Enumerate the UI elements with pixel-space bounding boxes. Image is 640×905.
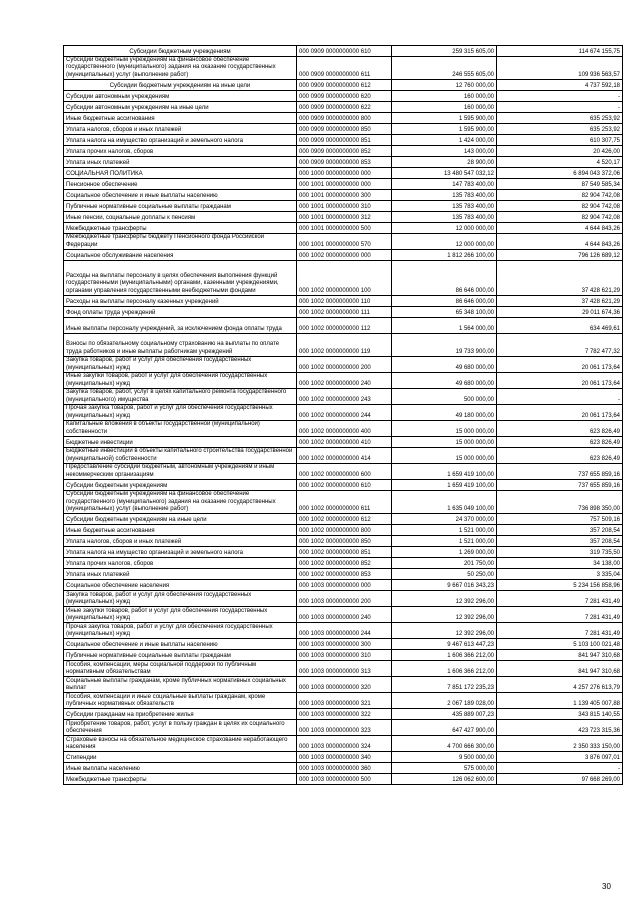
budget-code-cell: 000 1002 0000000000 414: [297, 448, 392, 464]
approved-amount-cell: 15 000 000,00: [392, 437, 497, 448]
approved-amount-cell: 1 521 000,00: [392, 536, 497, 547]
expense-name-cell: Уплата иных платежей: [64, 157, 297, 168]
expense-name-cell: Субсидии бюджетным учреждениям на финансовое обеспечение государственного (муниципального) задания на оказание государственных (муниципальных) услуг (выполнение работ): [64, 57, 297, 80]
approved-amount-cell: 12 760 000,00: [392, 80, 497, 91]
approved-amount-cell: 13 480 547 032,12: [392, 168, 497, 179]
expense-name-cell: Субсидии автономным учреждениям на иные цели: [64, 102, 297, 113]
executed-amount-cell: 20 061 173,64: [497, 405, 623, 421]
approved-amount-cell: 1 269 000,00: [392, 547, 497, 558]
budget-code-cell: 000 1002 0000000000 800: [297, 525, 392, 536]
budget-code-cell: 000 1002 0000000000 240: [297, 373, 392, 389]
expense-name-cell: Публичные нормативные социальные выплаты гражданам: [64, 650, 297, 661]
approved-amount-cell: 135 783 400,00: [392, 212, 497, 223]
table-row: [64, 261, 623, 296]
table-row: [64, 650, 623, 661]
executed-amount-cell: 37 428 621,29: [497, 261, 623, 296]
executed-amount-cell: 841 947 310,68: [497, 661, 623, 677]
expense-name-cell: Субсидии бюджетным учреждениям на иные цели: [64, 80, 297, 91]
table-row: [64, 190, 623, 201]
table-row: [64, 250, 623, 261]
expense-name-cell: Уплата налога на имущество организаций и земельного налога: [64, 547, 297, 558]
executed-amount-cell: 20 426,00: [497, 146, 623, 157]
table-row: [64, 437, 623, 448]
budget-code-cell: 000 1003 0000000000 200: [297, 591, 392, 607]
approved-amount-cell: 4 700 666 300,00: [392, 736, 497, 752]
expense-name-cell: Уплата прочих налогов, сборов: [64, 558, 297, 569]
executed-amount-cell: 4 644 843,26: [497, 223, 623, 234]
budget-code-cell: 000 0909 0000000000 852: [297, 146, 392, 157]
executed-amount-cell: 1 139 405 007,88: [497, 693, 623, 709]
table-row: [64, 547, 623, 558]
approved-amount-cell: 1 659 419 100,00: [392, 464, 497, 480]
executed-amount-cell: -: [497, 91, 623, 102]
budget-code-cell: 000 1002 0000000000 850: [297, 536, 392, 547]
expense-name-cell: Капитальные вложения в объекты государственной (муниципальной) собственности: [64, 421, 297, 437]
expense-name-cell: Социальное обеспечение и иные выплаты населению: [64, 190, 297, 201]
executed-amount-cell: 319 735,50: [497, 547, 623, 558]
table-row: [64, 318, 623, 334]
budget-code-cell: 000 1002 0000000000 612: [297, 514, 392, 525]
approved-amount-cell: 246 555 605,00: [392, 57, 497, 80]
executed-amount-cell: 20 061 173,64: [497, 373, 623, 389]
expense-name-cell: Расходы на выплаты персоналу в целях обеспечения выполнения функций государственными (муниципальными) органами, казенными учреждениями, органами управления государственными внебюджетными фондами: [64, 261, 297, 296]
budget-code-cell: 000 1002 0000000000 244: [297, 405, 392, 421]
table-row: [64, 514, 623, 525]
table-row: [64, 569, 623, 580]
budget-code-cell: 000 1002 0000000000 000: [297, 250, 392, 261]
approved-amount-cell: 126 062 600,00: [392, 774, 497, 785]
executed-amount-cell: 796 126 689,12: [497, 250, 623, 261]
budget-code-cell: 000 1001 0000000000 310: [297, 201, 392, 212]
budget-code-cell: 000 1003 0000000000 324: [297, 736, 392, 752]
expense-name-cell: Прочая закупка товаров, работ и услуг для обеспечения государственных (муниципальных) нужд: [64, 405, 297, 421]
approved-amount-cell: 9 667 016 343,23: [392, 580, 497, 591]
executed-amount-cell: 7 782 477,32: [497, 334, 623, 357]
budget-code-cell: 000 1002 0000000000 851: [297, 547, 392, 558]
table-row: [64, 623, 623, 639]
budget-code-cell: 000 1003 0000000000 340: [297, 752, 392, 763]
budget-code-cell: 000 1002 0000000000 853: [297, 569, 392, 580]
table-row: [64, 168, 623, 179]
expense-name-cell: Закупка товаров, работ, услуг в целях капитального ремонта государственного (муниципального) имущества: [64, 389, 297, 405]
expense-name-cell: Социальные выплаты гражданам, кроме публичных нормативных социальных выплат: [64, 677, 297, 693]
table-row: [64, 464, 623, 480]
expense-name-cell: Иные бюджетные ассигнования: [64, 525, 297, 536]
budget-code-cell: 000 1003 0000000000 321: [297, 693, 392, 709]
table-row: [64, 525, 623, 536]
table-row: [64, 334, 623, 357]
expense-name-cell: Иные бюджетные ассигнования: [64, 113, 297, 124]
approved-amount-cell: 2 067 189 028,00: [392, 693, 497, 709]
approved-amount-cell: 12 000 000,00: [392, 223, 497, 234]
expense-name-cell: Иные закупки товаров, работ и услуг для обеспечения государственных (муниципальных) нужд: [64, 373, 297, 389]
approved-amount-cell: 201 750,00: [392, 558, 497, 569]
table-row: [64, 580, 623, 591]
approved-amount-cell: 49 680 000,00: [392, 357, 497, 373]
executed-amount-cell: 20 061 173,64: [497, 357, 623, 373]
approved-amount-cell: 1 595 900,00: [392, 113, 497, 124]
budget-code-cell: 000 1003 0000000000 244: [297, 623, 392, 639]
budget-code-cell: 000 1002 0000000000 119: [297, 334, 392, 357]
table-row: [64, 491, 623, 514]
budget-code-cell: 000 1003 0000000000 360: [297, 763, 392, 774]
expense-name-cell: Предоставление субсидий бюджетным, автономным учреждениям и иным некоммерческим организациям: [64, 464, 297, 480]
executed-amount-cell: 4 257 276 613,79: [497, 677, 623, 693]
expense-name-cell: Фонд оплаты труда учреждений: [64, 307, 297, 318]
executed-amount-cell: -: [497, 763, 623, 774]
expense-name-cell: Уплата налогов, сборов и иных платежей: [64, 536, 297, 547]
table-row: [64, 91, 623, 102]
approved-amount-cell: 1 564 000,00: [392, 318, 497, 334]
budget-code-cell: 000 1001 0000000000 570: [297, 234, 392, 250]
expense-name-cell: Уплата прочих налогов, сборов: [64, 146, 297, 157]
approved-amount-cell: 86 646 000,00: [392, 296, 497, 307]
approved-amount-cell: 19 733 900,00: [392, 334, 497, 357]
executed-amount-cell: 357 208,54: [497, 536, 623, 547]
budget-code-cell: 000 1002 0000000000 410: [297, 437, 392, 448]
executed-amount-cell: 841 947 310,68: [497, 650, 623, 661]
executed-amount-cell: 82 904 742,08: [497, 201, 623, 212]
budget-code-cell: 000 0909 0000000000 850: [297, 124, 392, 135]
executed-amount-cell: 34 138,00: [497, 558, 623, 569]
expense-name-cell: Закупка товаров, работ и услуг для обеспечения государственных (муниципальных) нужд: [64, 591, 297, 607]
table-row: [64, 448, 623, 464]
approved-amount-cell: 9 500 000,00: [392, 752, 497, 763]
approved-amount-cell: 1 606 366 212,00: [392, 650, 497, 661]
executed-amount-cell: 97 668 269,00: [497, 774, 623, 785]
executed-amount-cell: 4 737 592,18: [497, 80, 623, 91]
expense-name-cell: Субсидии бюджетным учреждениям: [64, 480, 297, 491]
table-row: [64, 135, 623, 146]
executed-amount-cell: 623 826,49: [497, 437, 623, 448]
expense-name-cell: Взносы по обязательному социальному страхованию на выплаты по оплате труда работников и иные выплаты работникам учреждений: [64, 334, 297, 357]
executed-amount-cell: 623 826,49: [497, 421, 623, 437]
executed-amount-cell: 610 307,75: [497, 135, 623, 146]
table-row: [64, 536, 623, 547]
expense-name-cell: Иные выплаты населению: [64, 763, 297, 774]
approved-amount-cell: 86 646 000,00: [392, 261, 497, 296]
approved-amount-cell: 9 467 613 447,23: [392, 639, 497, 650]
approved-amount-cell: 28 900,00: [392, 157, 497, 168]
approved-amount-cell: 7 851 172 235,23: [392, 677, 497, 693]
approved-amount-cell: 435 889 007,23: [392, 709, 497, 720]
table-row: [64, 357, 623, 373]
expense-name-cell: Пособия, компенсации, меры социальной поддержки по публичным нормативным обязательствам: [64, 661, 297, 677]
executed-amount-cell: -: [497, 102, 623, 113]
table-row: [64, 57, 623, 80]
executed-amount-cell: 343 815 140,55: [497, 709, 623, 720]
executed-amount-cell: 4 644 843,26: [497, 234, 623, 250]
budget-code-cell: 000 1002 0000000000 611: [297, 491, 392, 514]
expense-name-cell: СОЦИАЛЬНАЯ ПОЛИТИКА: [64, 168, 297, 179]
budget-code-cell: 000 0909 0000000000 800: [297, 113, 392, 124]
expense-name-cell: Пособия, компенсации и иные социальные выплаты гражданам, кроме публичных нормативных обязательств: [64, 693, 297, 709]
executed-amount-cell: 2 350 333 150,00: [497, 736, 623, 752]
table-row: [64, 720, 623, 736]
table-row: [64, 389, 623, 405]
executed-amount-cell: -: [497, 389, 623, 405]
approved-amount-cell: 1 659 419 100,00: [392, 480, 497, 491]
executed-amount-cell: 5 234 156 858,96: [497, 580, 623, 591]
table-row: [64, 296, 623, 307]
approved-amount-cell: 160 000,00: [392, 102, 497, 113]
expense-name-cell: Субсидии бюджетным учреждениям на иные цели: [64, 514, 297, 525]
expense-name-cell: Закупка товаров, работ и услуг для обеспечения государственных (муниципальных) нужд: [64, 357, 297, 373]
executed-amount-cell: 5 103 100 021,48: [497, 639, 623, 650]
approved-amount-cell: 147 783 400,00: [392, 179, 497, 190]
budget-code-cell: 000 1002 0000000000 200: [297, 357, 392, 373]
budget-code-cell: 000 1002 0000000000 111: [297, 307, 392, 318]
budget-code-cell: 000 0909 0000000000 611: [297, 57, 392, 80]
budget-code-cell: 000 1002 0000000000 110: [297, 296, 392, 307]
approved-amount-cell: 49 180 000,00: [392, 405, 497, 421]
executed-amount-cell: 635 253,92: [497, 113, 623, 124]
approved-amount-cell: 500 000,00: [392, 389, 497, 405]
executed-amount-cell: 87 549 585,34: [497, 179, 623, 190]
table-row: [64, 223, 623, 234]
approved-amount-cell: 12 392 296,00: [392, 623, 497, 639]
executed-amount-cell: 423 723 315,36: [497, 720, 623, 736]
budget-code-cell: 000 1003 0000000000 322: [297, 709, 392, 720]
table-row: [64, 113, 623, 124]
budget-code-cell: 000 1001 0000000000 312: [297, 212, 392, 223]
budget-code-cell: 000 1001 0000000000 300: [297, 190, 392, 201]
approved-amount-cell: 12 392 296,00: [392, 591, 497, 607]
table-row: [64, 179, 623, 190]
expense-name-cell: Стипендии: [64, 752, 297, 763]
budget-code-cell: 000 1003 0000000000 000: [297, 580, 392, 591]
executed-amount-cell: 7 281 431,49: [497, 591, 623, 607]
table-row: [64, 201, 623, 212]
executed-amount-cell: 7 281 431,49: [497, 623, 623, 639]
approved-amount-cell: 1 606 366 212,00: [392, 661, 497, 677]
expense-name-cell: Страховые взносы на обязательное медицинское страхование неработающего населения: [64, 736, 297, 752]
expense-name-cell: Субсидии автономным учреждениям: [64, 91, 297, 102]
budget-code-cell: 000 1003 0000000000 240: [297, 607, 392, 623]
budget-code-cell: 000 0909 0000000000 622: [297, 102, 392, 113]
budget-code-cell: 000 0909 0000000000 610: [297, 46, 392, 57]
budget-code-cell: 000 1003 0000000000 313: [297, 661, 392, 677]
table-row: [64, 661, 623, 677]
budget-code-cell: 000 1000 0000000000 000: [297, 168, 392, 179]
executed-amount-cell: 114 674 155,75: [497, 46, 623, 57]
table-row: [64, 46, 623, 57]
expense-name-cell: Публичные нормативные социальные выплаты гражданам: [64, 201, 297, 212]
expense-name-cell: Субсидии бюджетным учреждениям: [64, 46, 297, 57]
table-row: [64, 212, 623, 223]
table-row: [64, 157, 623, 168]
approved-amount-cell: 135 783 400,00: [392, 201, 497, 212]
executed-amount-cell: 736 898 350,00: [497, 491, 623, 514]
expense-name-cell: Расходы на выплаты персоналу казенных учреждений: [64, 296, 297, 307]
budget-code-cell: 000 1002 0000000000 100: [297, 261, 392, 296]
expense-name-cell: Социальное обеспечение населения: [64, 580, 297, 591]
expense-name-cell: Субсидии бюджетным учреждениям на финансовое обеспечение государственного (муниципального) задания на оказание государственных (муниципальных) услуг (выполнение работ): [64, 491, 297, 514]
approved-amount-cell: 12 392 296,00: [392, 607, 497, 623]
approved-amount-cell: 1 635 049 100,00: [392, 491, 497, 514]
budget-code-cell: 000 0909 0000000000 612: [297, 80, 392, 91]
budget-code-cell: 000 1003 0000000000 300: [297, 639, 392, 650]
table-row: [64, 607, 623, 623]
table-row: [64, 307, 623, 318]
executed-amount-cell: 634 469,61: [497, 318, 623, 334]
budget-code-cell: 000 0909 0000000000 853: [297, 157, 392, 168]
executed-amount-cell: 82 904 742,08: [497, 212, 623, 223]
executed-amount-cell: 357 208,54: [497, 525, 623, 536]
table-row: [64, 146, 623, 157]
executed-amount-cell: 82 904 742,08: [497, 190, 623, 201]
expense-name-cell: Уплата налогов, сборов и иных платежей: [64, 124, 297, 135]
approved-amount-cell: 15 000 000,00: [392, 448, 497, 464]
expense-name-cell: Прочая закупка товаров, работ и услуг для обеспечения государственных (муниципальных) нужд: [64, 623, 297, 639]
approved-amount-cell: 647 427 900,00: [392, 720, 497, 736]
approved-amount-cell: 143 000,00: [392, 146, 497, 157]
approved-amount-cell: 65 348 100,00: [392, 307, 497, 318]
budget-code-cell: 000 1003 0000000000 323: [297, 720, 392, 736]
expense-name-cell: Бюджетные инвестиции: [64, 437, 297, 448]
expense-name-cell: Пенсионное обеспечение: [64, 179, 297, 190]
table-row: [64, 102, 623, 113]
approved-amount-cell: 24 370 000,00: [392, 514, 497, 525]
executed-amount-cell: 29 011 674,36: [497, 307, 623, 318]
approved-amount-cell: 135 783 400,00: [392, 190, 497, 201]
budget-code-cell: 000 1002 0000000000 852: [297, 558, 392, 569]
table-row: [64, 677, 623, 693]
approved-amount-cell: 49 680 000,00: [392, 373, 497, 389]
budget-code-cell: 000 1003 0000000000 320: [297, 677, 392, 693]
table-row: [64, 591, 623, 607]
budget-code-cell: 000 1003 0000000000 310: [297, 650, 392, 661]
budget-expenditure-table: [63, 45, 623, 785]
expense-name-cell: Иные выплаты персоналу учреждений, за исключением фонда оплаты труда: [64, 318, 297, 334]
table-row: [64, 558, 623, 569]
table-row: [64, 736, 623, 752]
approved-amount-cell: 1 521 000,00: [392, 525, 497, 536]
expense-name-cell: Уплата налога на имущество организаций и земельного налога: [64, 135, 297, 146]
executed-amount-cell: 737 655 859,16: [497, 480, 623, 491]
budget-code-cell: 000 0909 0000000000 620: [297, 91, 392, 102]
table-row: [64, 234, 623, 250]
executed-amount-cell: 6 894 043 372,06: [497, 168, 623, 179]
executed-amount-cell: 635 253,92: [497, 124, 623, 135]
table-row: [64, 693, 623, 709]
budget-code-cell: 000 1002 0000000000 112: [297, 318, 392, 334]
approved-amount-cell: 160 000,00: [392, 91, 497, 102]
table-row: [64, 80, 623, 91]
executed-amount-cell: 3 876 097,01: [497, 752, 623, 763]
budget-code-cell: 000 1002 0000000000 243: [297, 389, 392, 405]
table-row: [64, 752, 623, 763]
table-row: [64, 763, 623, 774]
expense-name-cell: Социальное обслуживание населения: [64, 250, 297, 261]
executed-amount-cell: 737 655 859,16: [497, 464, 623, 480]
budget-code-cell: 000 1003 0000000000 500: [297, 774, 392, 785]
budget-code-cell: 000 1002 0000000000 400: [297, 421, 392, 437]
budget-code-cell: 000 0909 0000000000 851: [297, 135, 392, 146]
table-row: [64, 709, 623, 720]
approved-amount-cell: 1 595 900,00: [392, 124, 497, 135]
approved-amount-cell: 1 424 000,00: [392, 135, 497, 146]
budget-code-cell: 000 1002 0000000000 600: [297, 464, 392, 480]
executed-amount-cell: 757 509,16: [497, 514, 623, 525]
approved-amount-cell: 15 000 000,00: [392, 421, 497, 437]
expense-name-cell: Межбюджетные трансферты: [64, 774, 297, 785]
expense-name-cell: Межбюджетные трансферты: [64, 223, 297, 234]
budget-code-cell: 000 1002 0000000000 610: [297, 480, 392, 491]
executed-amount-cell: 37 428 621,29: [497, 296, 623, 307]
executed-amount-cell: 3 335,04: [497, 569, 623, 580]
expense-name-cell: Иные закупки товаров, работ и услуг для обеспечения государственных (муниципальных) нужд: [64, 607, 297, 623]
approved-amount-cell: 575 000,00: [392, 763, 497, 774]
approved-amount-cell: 12 000 000,00: [392, 234, 497, 250]
table-body: [64, 46, 623, 785]
expense-name-cell: Межбюджетные трансферты бюджету Пенсионного фонда Российской Федерации: [64, 234, 297, 250]
table-row: [64, 480, 623, 491]
table-row: [64, 774, 623, 785]
table-row: [64, 124, 623, 135]
expense-name-cell: Уплата иных платежей: [64, 569, 297, 580]
budget-code-cell: 000 1001 0000000000 500: [297, 223, 392, 234]
executed-amount-cell: 623 826,49: [497, 448, 623, 464]
expense-name-cell: Приобретение товаров, работ, услуг в пользу граждан в целях их социального обеспечения: [64, 720, 297, 736]
approved-amount-cell: 50 250,00: [392, 569, 497, 580]
executed-amount-cell: 7 281 431,49: [497, 607, 623, 623]
expense-name-cell: Иные пенсии, социальные доплаты к пенсиям: [64, 212, 297, 223]
table-row: [64, 373, 623, 389]
table-row: [64, 421, 623, 437]
budget-code-cell: 000 1001 0000000000 000: [297, 179, 392, 190]
expense-name-cell: Субсидии гражданам на приобретение жилья: [64, 709, 297, 720]
executed-amount-cell: 4 520,17: [497, 157, 623, 168]
table-row: [64, 405, 623, 421]
table-row: [64, 639, 623, 650]
expense-name-cell: Бюджетные инвестиции в объекты капитального строительства государственной (муниципальной) собственности: [64, 448, 297, 464]
approved-amount-cell: 1 812 266 100,00: [392, 250, 497, 261]
executed-amount-cell: 109 936 563,57: [497, 57, 623, 80]
page-number: 30: [602, 882, 611, 891]
expense-name-cell: Социальное обеспечение и иные выплаты населению: [64, 639, 297, 650]
approved-amount-cell: 259 315 605,00: [392, 46, 497, 57]
